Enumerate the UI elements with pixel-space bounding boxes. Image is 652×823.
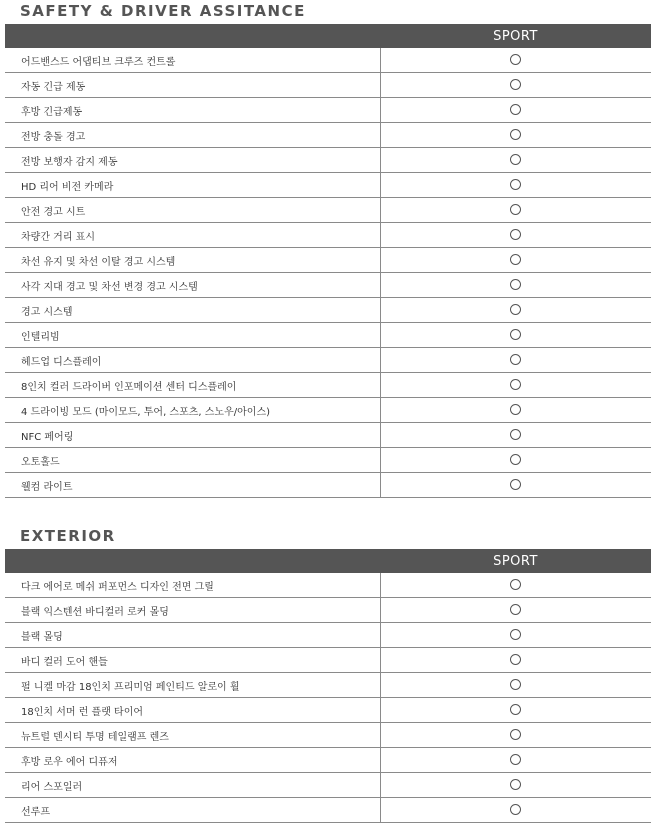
feature-label: 헤드업 디스플레이 — [5, 348, 380, 373]
availability-cell — [380, 223, 651, 248]
availability-cell — [380, 123, 651, 148]
circle-icon — [510, 629, 521, 640]
availability-cell — [380, 323, 651, 348]
feature-label: 전방 충돌 경고 — [5, 123, 380, 148]
table-row — [5, 123, 651, 148]
availability-cell — [380, 98, 651, 123]
feature-label: 전방 보행자 감지 제동 — [5, 148, 380, 173]
availability-cell — [380, 448, 651, 473]
circle-icon — [510, 379, 521, 390]
feature-label: 자동 긴급 제동 — [5, 73, 380, 98]
circle-icon — [510, 254, 521, 265]
availability-cell — [380, 723, 651, 748]
feature-label: 인텔리빔 — [5, 323, 380, 348]
feature-label: 18인치 서머 런 플랫 타이어 — [5, 698, 380, 723]
feature-column-header — [5, 549, 380, 573]
table-row — [5, 398, 651, 423]
circle-icon — [510, 479, 521, 490]
feature-label: 안전 경고 시트 — [5, 198, 380, 223]
feature-label: 바디 컬러 도어 핸들 — [5, 648, 380, 673]
feature-label: 선루프 — [5, 798, 380, 823]
availability-cell — [380, 648, 651, 673]
feature-label: 뉴트럴 덴시티 투명 테일램프 렌즈 — [5, 723, 380, 748]
circle-icon — [510, 679, 521, 690]
availability-cell — [380, 148, 651, 173]
table-row — [5, 598, 651, 623]
circle-icon — [510, 404, 521, 415]
feature-label: 차선 유지 및 차선 이탈 경고 시스템 — [5, 248, 380, 273]
circle-icon — [510, 154, 521, 165]
table-row — [5, 673, 651, 698]
table-row — [5, 48, 651, 73]
circle-icon — [510, 454, 521, 465]
table-row — [5, 73, 651, 98]
table-row — [5, 223, 651, 248]
availability-cell — [380, 48, 651, 73]
table-row — [5, 198, 651, 223]
feature-label: 경고 시스템 — [5, 298, 380, 323]
circle-icon — [510, 229, 521, 240]
sport-column-header: SPORT — [380, 549, 651, 573]
availability-cell — [380, 198, 651, 223]
circle-icon — [510, 104, 521, 115]
availability-cell — [380, 673, 651, 698]
feature-label: 사각 지대 경고 및 차선 변경 경고 시스템 — [5, 273, 380, 298]
availability-cell — [380, 348, 651, 373]
feature-label: 차량간 거리 표시 — [5, 223, 380, 248]
table-row — [5, 473, 651, 498]
table-row — [5, 698, 651, 723]
circle-icon — [510, 779, 521, 790]
exterior-section-title: EXTERIOR — [20, 527, 116, 545]
availability-cell — [380, 773, 651, 798]
table-header-row — [5, 549, 651, 573]
table-row — [5, 423, 651, 448]
feature-label: 블랙 몰딩 — [5, 623, 380, 648]
circle-icon — [510, 704, 521, 715]
table-row — [5, 648, 651, 673]
circle-icon — [510, 354, 521, 365]
table-row — [5, 148, 651, 173]
table-row — [5, 623, 651, 648]
sport-column-header: SPORT — [380, 24, 651, 48]
availability-cell — [380, 423, 651, 448]
table-row — [5, 323, 651, 348]
table-row — [5, 773, 651, 798]
exterior-spec-table — [5, 549, 651, 823]
availability-cell — [380, 273, 651, 298]
circle-icon — [510, 279, 521, 290]
availability-cell — [380, 173, 651, 198]
safety-spec-table — [5, 24, 651, 498]
table-row — [5, 248, 651, 273]
table-row — [5, 348, 651, 373]
table-row — [5, 373, 651, 398]
table-row — [5, 448, 651, 473]
feature-label: HD 리어 비전 카메라 — [5, 173, 380, 198]
safety-section-title: SAFETY & DRIVER ASSITANCE — [20, 2, 306, 20]
feature-label: 블랙 익스텐션 바디컬러 로커 몰딩 — [5, 598, 380, 623]
circle-icon — [510, 129, 521, 140]
circle-icon — [510, 754, 521, 765]
availability-cell — [380, 623, 651, 648]
circle-icon — [510, 329, 521, 340]
circle-icon — [510, 304, 521, 315]
circle-icon — [510, 179, 521, 190]
exterior-table-body — [5, 573, 651, 823]
circle-icon — [510, 654, 521, 665]
feature-label: 다크 에어로 메쉬 퍼포먼스 디자인 전면 그릴 — [5, 573, 380, 598]
table-row — [5, 298, 651, 323]
availability-cell — [380, 398, 651, 423]
feature-column-header — [5, 24, 380, 48]
availability-cell — [380, 373, 651, 398]
feature-label: 8인치 컬러 드라이버 인포메이션 센터 디스플레이 — [5, 373, 380, 398]
feature-label: 4 드라이빙 모드 (마이모드, 투어, 스포츠, 스노우/아이스) — [5, 398, 380, 423]
circle-icon — [510, 729, 521, 740]
feature-label: 후방 긴급제동 — [5, 98, 380, 123]
availability-cell — [380, 698, 651, 723]
safety-table-body — [5, 48, 651, 498]
table-header-row — [5, 24, 651, 48]
availability-cell — [380, 573, 651, 598]
circle-icon — [510, 579, 521, 590]
feature-label: 웰컴 라이트 — [5, 473, 380, 498]
feature-label: 오토홀드 — [5, 448, 380, 473]
table-row — [5, 173, 651, 198]
circle-icon — [510, 804, 521, 815]
table-row — [5, 723, 651, 748]
table-row — [5, 748, 651, 773]
availability-cell — [380, 73, 651, 98]
feature-label: 어드밴스드 어댑티브 크루즈 컨트롤 — [5, 48, 380, 73]
availability-cell — [380, 248, 651, 273]
circle-icon — [510, 79, 521, 90]
feature-label: 펄 니켈 마감 18인치 프리미엄 페인티드 알로이 휠 — [5, 673, 380, 698]
availability-cell — [380, 473, 651, 498]
feature-label: 리어 스포일러 — [5, 773, 380, 798]
table-row — [5, 273, 651, 298]
availability-cell — [380, 748, 651, 773]
availability-cell — [380, 298, 651, 323]
circle-icon — [510, 204, 521, 215]
availability-cell — [380, 598, 651, 623]
circle-icon — [510, 604, 521, 615]
feature-label: 후방 로우 에어 디퓨저 — [5, 748, 380, 773]
table-row — [5, 573, 651, 598]
feature-label: NFC 페어링 — [5, 423, 380, 448]
circle-icon — [510, 54, 521, 65]
table-row — [5, 98, 651, 123]
circle-icon — [510, 429, 521, 440]
